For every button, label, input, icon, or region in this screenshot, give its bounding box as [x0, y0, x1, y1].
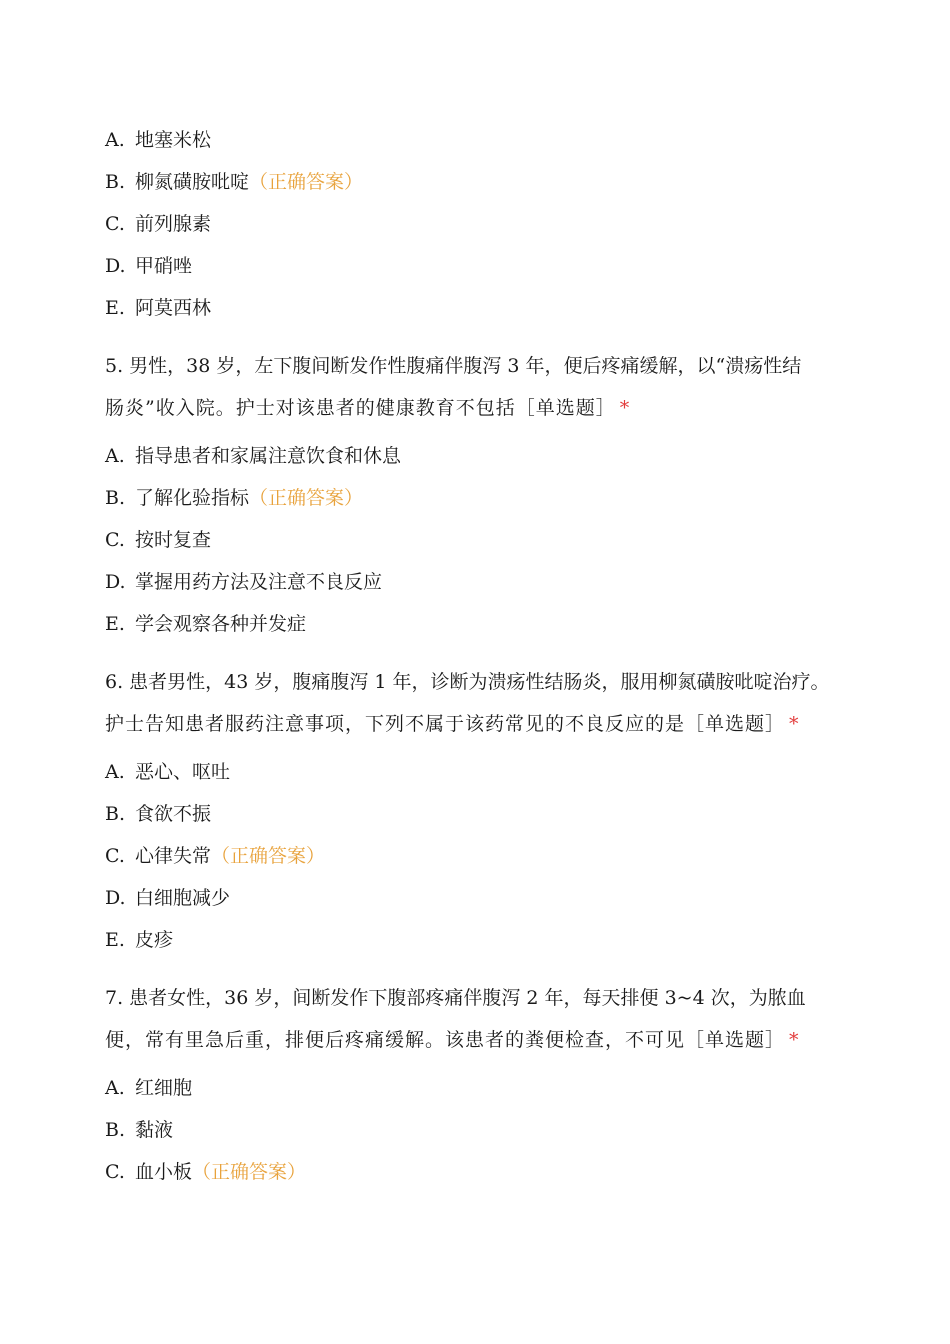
q7-option-a[interactable]	[105, 1073, 192, 1103]
option-text: 皮疹	[135, 929, 174, 951]
question-text: 男性，38 岁，左下腹间断发作性腹痛伴腹泻 3 年，便后疼痛缓解，以“溃疡性结	[129, 355, 802, 377]
option-letter: E.	[105, 297, 125, 319]
option-letter: C.	[105, 529, 125, 551]
question-5	[105, 345, 865, 429]
question-5-line-2	[105, 387, 865, 429]
question-text: 患者男性，43 岁，腹痛腹泻 1 年，诊断为溃疡性结肠炎，服用柳氮磺胺吡啶治疗。	[129, 671, 830, 693]
question-text: 便，常有里急后重，排便后疼痛缓解。该患者的粪便检查，不可见［单选题］	[105, 1029, 786, 1051]
correct-answer-label: （正确答案）	[211, 845, 326, 867]
option-text: 甲硝唑	[135, 255, 193, 277]
q6-option-c[interactable]	[105, 841, 325, 871]
q7-option-b[interactable]	[105, 1115, 173, 1145]
correct-answer-label: （正确答案）	[249, 487, 364, 509]
option-text: 黏液	[135, 1119, 174, 1141]
q5-option-a[interactable]	[105, 441, 401, 471]
option-text: 前列腺素	[135, 213, 212, 235]
q4-option-b[interactable]	[105, 167, 363, 197]
q5-option-d[interactable]	[105, 567, 382, 597]
question-5-line-1	[105, 345, 865, 387]
option-letter: E.	[105, 929, 125, 951]
question-text: 肠炎”收入院。护士对该患者的健康教育不包括［单选题］	[105, 397, 616, 419]
question-number: 6.	[105, 671, 124, 693]
option-text: 学会观察各种并发症	[135, 613, 307, 635]
option-letter: C.	[105, 213, 125, 235]
q6-option-a[interactable]	[105, 757, 230, 787]
option-letter: C.	[105, 845, 125, 867]
option-letter: B.	[105, 803, 126, 825]
question-7	[105, 977, 865, 1061]
q6-option-b[interactable]	[105, 799, 211, 829]
correct-answer-label: （正确答案）	[249, 171, 364, 193]
required-mark: *	[789, 713, 799, 735]
question-6-line-2	[105, 703, 865, 745]
question-6-line-1	[105, 661, 865, 703]
q4-option-d[interactable]	[105, 251, 192, 281]
option-text: 恶心、呕吐	[135, 761, 231, 783]
question-number: 5.	[105, 355, 124, 377]
option-letter: C.	[105, 1161, 125, 1183]
q4-option-e[interactable]	[105, 293, 211, 323]
question-7-line-1	[105, 977, 865, 1019]
option-letter: A.	[105, 761, 125, 783]
required-mark: *	[789, 1029, 799, 1051]
option-text: 地塞米松	[135, 129, 212, 151]
option-letter: E.	[105, 613, 125, 635]
option-letter: B.	[105, 1119, 126, 1141]
q6-option-d[interactable]	[105, 883, 230, 913]
q7-option-c[interactable]	[105, 1157, 306, 1187]
option-text: 柳氮磺胺吡啶	[135, 171, 250, 193]
option-text: 心律失常	[135, 845, 212, 867]
option-letter: D.	[105, 887, 126, 909]
q6-option-e[interactable]	[105, 925, 173, 955]
correct-answer-label: （正确答案）	[192, 1161, 307, 1183]
q4-option-c[interactable]	[105, 209, 211, 239]
question-6	[105, 661, 865, 745]
option-text: 指导患者和家属注意饮食和休息	[135, 445, 402, 467]
question-number: 7.	[105, 987, 124, 1009]
required-mark: *	[619, 397, 630, 419]
q5-option-b[interactable]	[105, 483, 363, 513]
option-text: 红细胞	[135, 1077, 193, 1099]
q5-option-c[interactable]	[105, 525, 211, 555]
option-letter: B.	[105, 171, 126, 193]
question-text: 患者女性，36 岁，间断发作下腹部疼痛伴腹泻 2 年，每天排便 3~4 次，为脓血	[129, 987, 806, 1009]
option-text: 食欲不振	[135, 803, 212, 825]
option-text: 了解化验指标	[135, 487, 250, 509]
question-text: 护士告知患者服药注意事项，下列不属于该药常见的不良反应的是［单选题］	[105, 713, 786, 735]
q5-option-e[interactable]	[105, 609, 306, 639]
option-letter: A.	[105, 1077, 125, 1099]
option-letter: A.	[105, 445, 125, 467]
option-text: 掌握用药方法及注意不良反应	[135, 571, 383, 593]
option-letter: A.	[105, 129, 125, 151]
option-letter: D.	[105, 255, 126, 277]
option-text: 阿莫西林	[135, 297, 212, 319]
option-letter: D.	[105, 571, 126, 593]
question-7-line-2	[105, 1019, 865, 1061]
option-text: 按时复查	[135, 529, 212, 551]
q4-option-a[interactable]	[105, 125, 211, 155]
option-letter: B.	[105, 487, 126, 509]
option-text: 白细胞减少	[135, 887, 231, 909]
option-text: 血小板	[135, 1161, 193, 1183]
